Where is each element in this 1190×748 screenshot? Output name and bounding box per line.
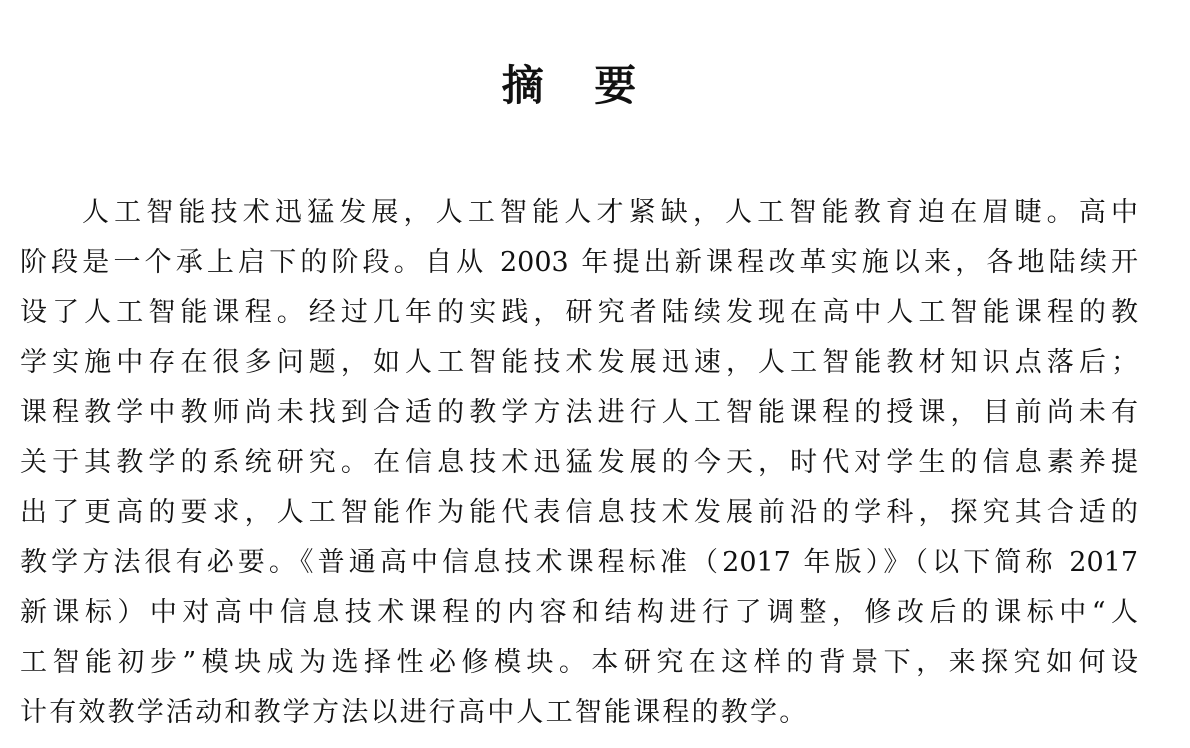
paragraph-line-9: 新课标）中对高中信息技术课程的内容和结构进行了调整，修改后的课标中“人: [20, 597, 1138, 628]
paragraph-line-7: 出了更高的要求，人工智能作为能代表信息技术发展前沿的学科，探究其合适的: [20, 497, 1138, 528]
paragraph-line-8: 教学方法很有必要。《普通高中信息技术课程标准（2017 年版）》（以下简称 2017: [20, 547, 1138, 578]
paragraph-line-1: 人工智能技术迅猛发展，人工智能人才紧缺，人工智能教育迫在眉睫。高中: [82, 197, 1138, 228]
page-title: 摘 要: [501, 61, 655, 110]
paragraph-line-3: 设了人工智能课程。经过几年的实践，研究者陆续发现在高中人工智能课程的教: [20, 297, 1138, 328]
paragraph-line-5: 课程教学中教师尚未找到合适的教学方法进行人工智能课程的授课，目前尚未有: [20, 397, 1138, 428]
paragraph-line-10: 工智能初步”模块成为选择性必修模块。本研究在这样的背景下，来探究如何设: [20, 647, 1138, 678]
paragraph-line-4: 学实施中存在很多问题，如人工智能技术发展迅速，人工智能教材知识点落后；: [20, 347, 1138, 378]
abstract-paragraph: [20, 188, 1138, 738]
paragraph-line-11: 计有效教学活动和教学方法以进行高中人工智能课程的教学。: [20, 697, 809, 728]
paragraph-line-6: 关于其教学的系统研究。在信息技术迅猛发展的今天，时代对学生的信息素养提: [20, 447, 1138, 478]
paragraph-line-2: 阶段是一个承上启下的阶段。自从 2003 年提出新课程改革实施以来，各地陆续开: [20, 247, 1138, 278]
